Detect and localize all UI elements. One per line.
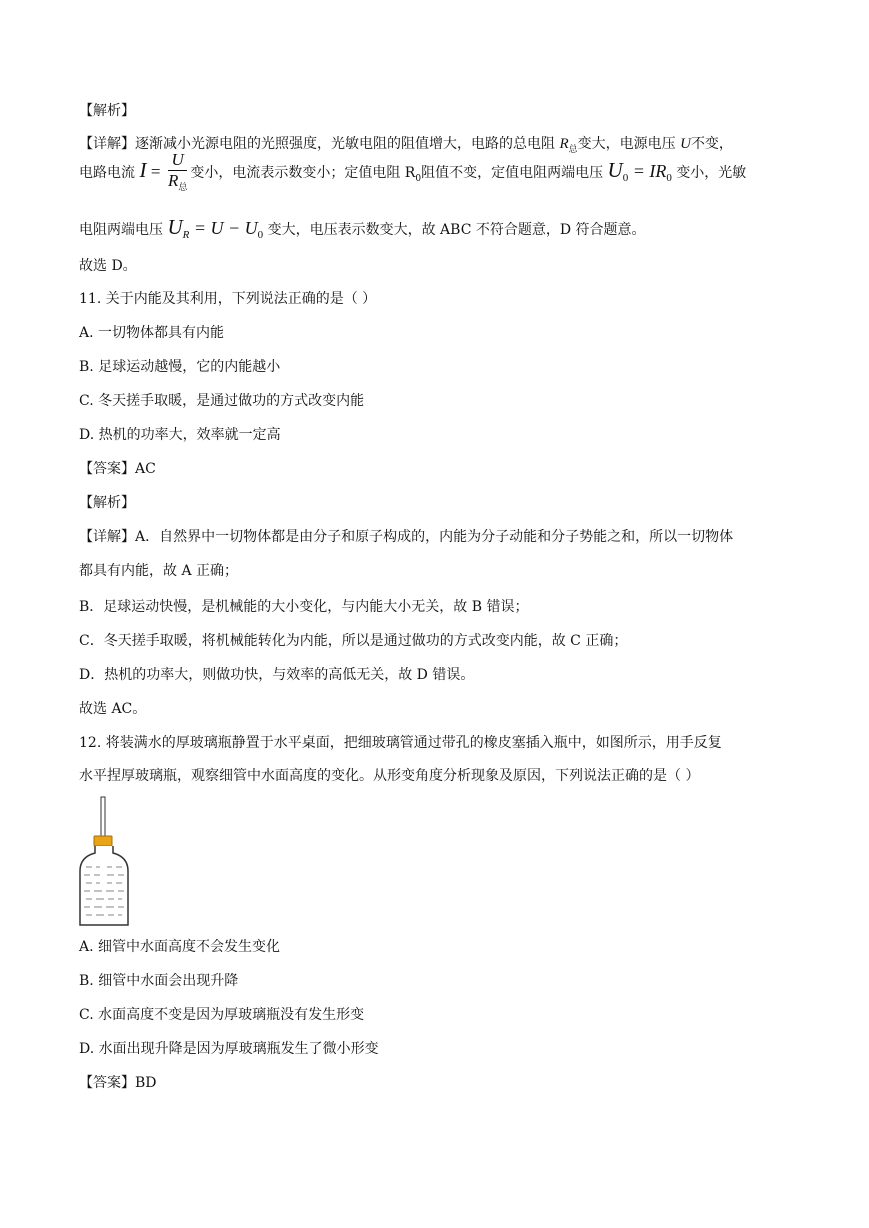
- question-12-stem-line-2: 水平捏厚玻璃瓶，观察细管中水面高度的变化。从形变角度分析现象及原因，下列说法正确的是（ ）: [79, 768, 700, 784]
- q11-option-c: C. 冬天搓手取暖，是通过做功的方式改变内能: [79, 393, 365, 409]
- q12-option-b: B. 细管中水面会出现升降: [79, 973, 239, 989]
- q11-option-a: A. 一切物体都具有内能: [79, 325, 225, 341]
- q12-option-a: A. 细管中水面高度不会发生变化: [79, 939, 281, 955]
- math-i: I: [139, 158, 147, 182]
- q12-answer: 【答案】BD: [79, 1075, 157, 1091]
- detail-line-3: [79, 213, 646, 241]
- question-11-stem: 11. 关于内能及其利用，下列说法正确的是（ ）: [79, 291, 377, 307]
- fraction-numerator: U: [168, 150, 187, 171]
- detail-line2-text2: 变小，电流表示数变小；定值电阻 $R_0$: [190, 165, 422, 184]
- analysis-label-q10: 【解析】: [79, 103, 135, 119]
- fraction-denominator: $R_总$: [167, 170, 188, 192]
- q11-analysis-label: 【解析】: [79, 495, 135, 511]
- q12-option-c: C. 水面高度不变是因为厚玻璃瓶没有发生形变: [79, 1007, 365, 1023]
- detail-line2-text1: 电路电流: [79, 165, 135, 181]
- math-fraction: [168, 150, 187, 197]
- q11-detail-c: C．冬天搓手取暖，将机械能转化为内能，所以是通过做功的方式改变内能，故 C 正确；: [79, 633, 628, 649]
- q11-option-b: B. 足球运动越慢，它的内能越小: [79, 359, 281, 375]
- detail-text-1: 逐渐减小光源电阻的光照强度，光敏电阻的阻值增大，电路的总电阻: [135, 136, 555, 152]
- q11-answer: 【答案】AC: [79, 461, 156, 477]
- bottle-with-tube-figure: [74, 795, 134, 931]
- question-12-stem-line-1: 12. 将装满水的厚玻璃瓶静置于水平桌面，把细玻璃管通过带孔的橡皮塞插入瓶中，如图所示，用手反复: [79, 735, 722, 751]
- math-u-minus-u0: = $U - U_0$: [189, 218, 264, 241]
- detail-label: 【详解】: [79, 136, 135, 152]
- detail-text-3: 不变，: [690, 136, 733, 152]
- q11-detail-b: B．足球运动快慢，是机械能的大小变化，与内能大小无关，故 B 错误；: [79, 599, 529, 615]
- q11-option-d: D. 热机的功率大，效率就一定高: [79, 427, 281, 443]
- detail-line-2: [79, 148, 746, 192]
- q12-option-d: D. 水面出现升降是因为厚玻璃瓶发生了微小形变: [79, 1041, 379, 1057]
- detail-line2-text3: 阻值不变，定值电阻两端电压: [421, 165, 604, 181]
- conclusion-q10: 故选 D。: [79, 258, 137, 274]
- detail-line3-text1: 电阻两端电压: [79, 222, 163, 238]
- detail-line2-text4: 变小，光敏: [676, 165, 747, 181]
- q11-detail-d: D．热机的功率大，则做功快，与效率的高低无关，故 D 错误。: [79, 667, 475, 683]
- math-u: U: [680, 136, 691, 152]
- detail-line3-text2: 变大，电压表示数变大，故 ABC 不符合题意，D 符合题意。: [267, 222, 646, 238]
- math-ir0: = $IR_0$: [628, 161, 672, 184]
- q11-conclusion: 故选 AC。: [79, 701, 147, 717]
- detail-text-2: 变大，电源电压: [577, 136, 676, 152]
- math-u0: $U_0$: [607, 158, 629, 184]
- q11-detail-line-2: 都具有内能，故 A 正确；: [79, 563, 239, 579]
- math-r-total: $R_总$: [559, 136, 578, 154]
- math-ur: $U_R$: [167, 215, 190, 241]
- math-eq: =: [150, 162, 161, 181]
- q11-detail-line-1: 【详解】A．自然界中一切物体都是由分子和原子构成的，内能为分子动能和分子势能之和，所以一切物体: [79, 529, 734, 545]
